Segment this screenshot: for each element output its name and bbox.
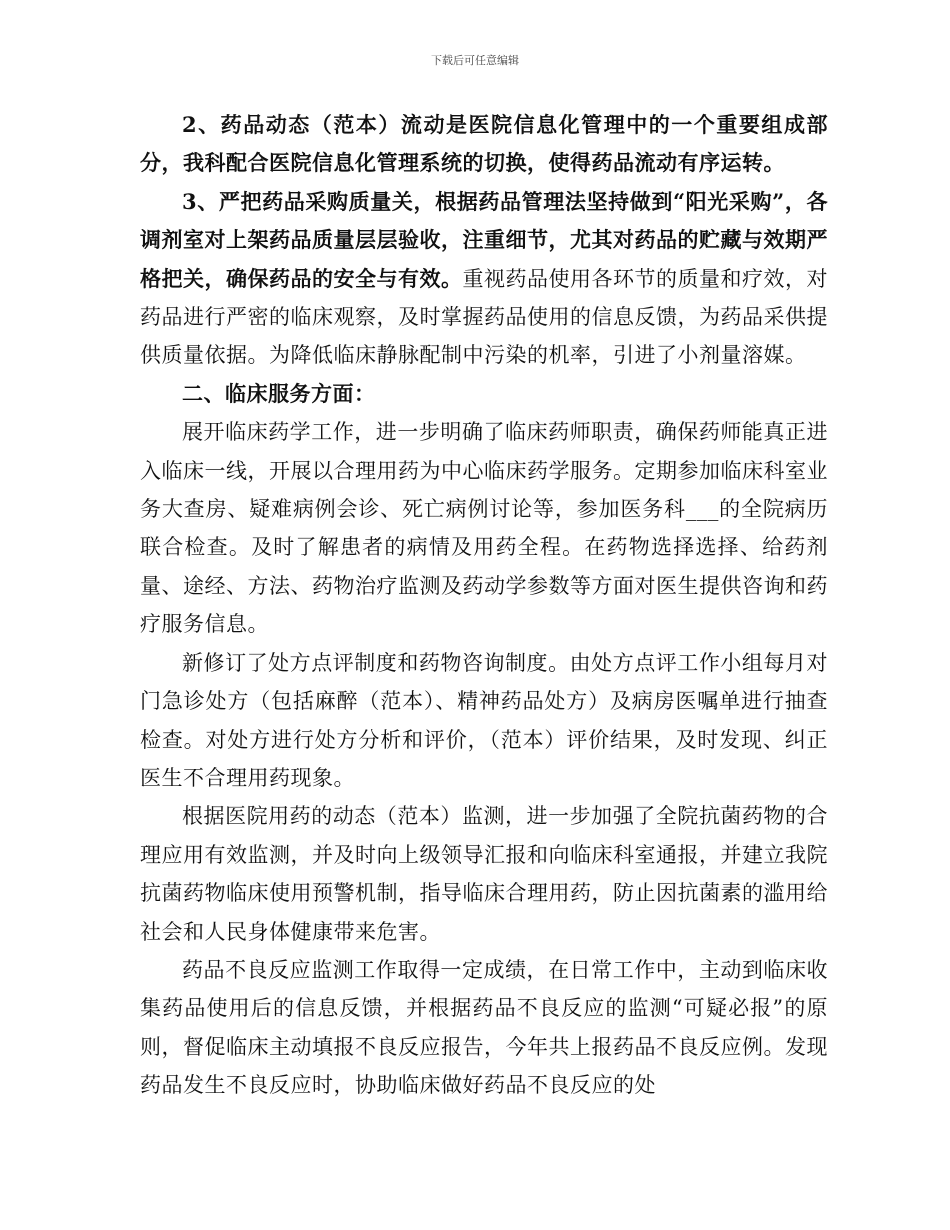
section-heading-clinical-service: 二、临床服务方面：	[182, 380, 376, 406]
page-header: 下载后可任意编辑	[431, 54, 519, 67]
paragraph-clinical-pharmacy: 展开临床药学工作，进一步明确了临床药师职责，确保药师能真正进入临床一线，开展以合理用药为中心临床药学服务。定期参加临床科室业务大查房、疑难病例会诊、死亡病例讨论等，参加医务科___的全院病历联合检查。及时了解患者的病情及用药全程。在药物选择选择、给药剂量、途经、方法、药物治疗监测及药动学参数等方面对医生提供咨询和药疗服务信息。	[140, 420, 828, 637]
document-body	[140, 106, 828, 1105]
paragraph-prescription-review: 新修订了处方点评制度和药物咨询制度。由处方点评工作小组每月对门急诊处方（包括麻醉（范本）、精神药品处方）及病房医嘱单进行抽查检查。对处方进行处方分析和评价，（范本）评价结果，及时发现、纠正医生不合理用药现象。	[140, 650, 828, 790]
paragraph-drug-flow: 2、药品动态（范本）流动是医院信息化管理中的一个重要组成部分，我科配合医院信息化管理系统的切换，使得药品流动有序运转。	[140, 112, 828, 176]
paragraph-procurement-normal: 重视药品使用各环节的质量和疗效，对药品进行严密的临床观察，及时掌握药品使用的信息反馈，为药品采供提供质量依据。为降低临床静脉配制中污染的机率，引进了小剂量溶媒。	[140, 266, 828, 368]
paragraph-procurement	[140, 183, 828, 375]
paragraph-antibiotic-monitoring: 根据医院用药的动态（范本）监测，进一步加强了全院抗菌药物的合理应用有效监测，并及时向上级领导汇报和向临床科室通报，并建立我院抗菌药物临床使用预警机制，指导临床合理用药，防止因抗菌素的滥用给社会和人民身体健康带来危害。	[140, 804, 828, 944]
paragraph-procurement-bold: 3、严把药品采购质量关，根据药品管理法坚持做到“阳光采购”，各调剂室对上架药品质量层层验收，注重细节，尤其对药品的贮藏与效期严格把关，确保药品的安全与有效。	[140, 188, 828, 291]
paragraph-adverse-reaction: 药品不良反应监测工作取得一定成绩，在日常工作中，主动到临床收集药品使用后的信息反馈，并根据药品不良反应的监测“可疑必报”的原则，督促临床主动填报不良反应报告，今年共上报药品不良反应例。发现药品发生不良反应时，协助临床做好药品不良反应的处	[140, 957, 828, 1098]
